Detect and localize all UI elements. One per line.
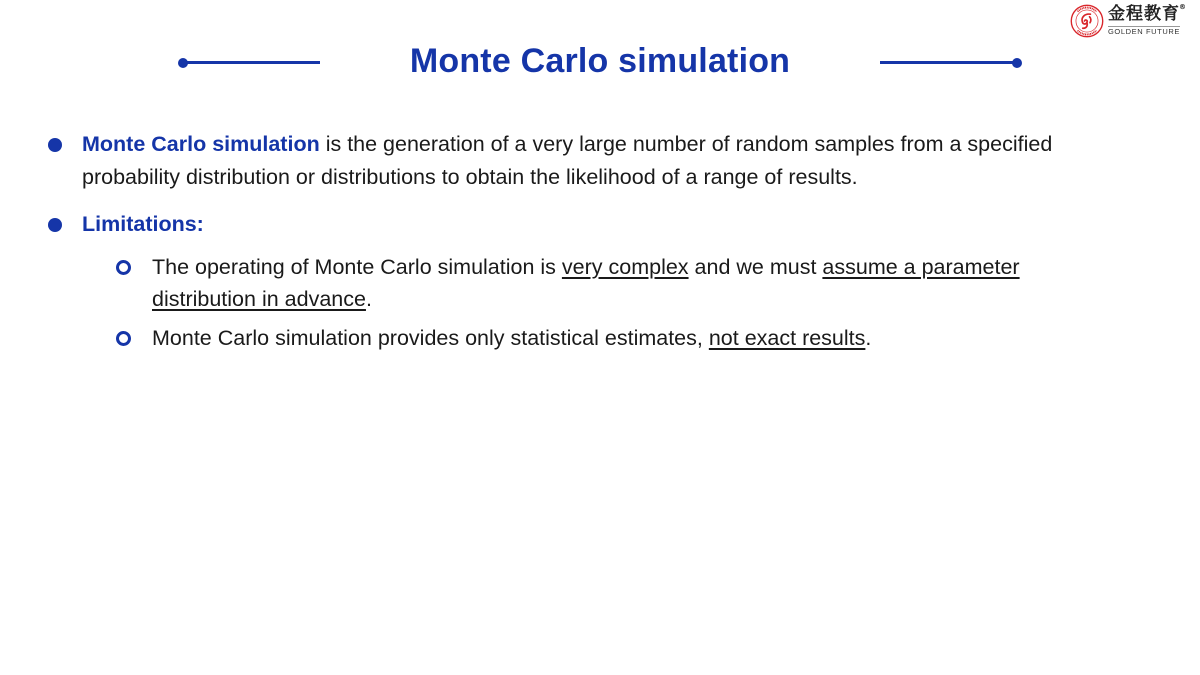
- sub-bullet-text: Monte Carlo simulation provides only statistical estimates,: [152, 326, 709, 350]
- sub-bullet-text: .: [865, 326, 872, 350]
- bullet-term: Monte Carlo simulation: [82, 132, 320, 156]
- sub-bullet-complexity: [0, 251, 1200, 315]
- bullet-definition: [0, 128, 1200, 194]
- bullet-dot-icon: [48, 218, 62, 232]
- logo-text: [1108, 3, 1187, 37]
- logo-chinese-name: 金程教育 ®: [1108, 3, 1187, 25]
- bullet-dot-icon: [48, 138, 62, 152]
- golden-future-seal-icon: [1070, 4, 1104, 38]
- underlined-text: not exact results: [708, 326, 866, 350]
- sub-bullet-estimates: [0, 322, 1200, 354]
- bullet-text: is the generation of a very large number of random samples from a specified probability distribution or distributions to obtain the likelihood of a range of results.: [82, 132, 1053, 189]
- hollow-circle-icon: [116, 331, 131, 346]
- hollow-circle-icon: [116, 260, 131, 275]
- bullet-term: Limitations:: [82, 212, 204, 236]
- title-row: [0, 40, 1200, 88]
- logo: [1070, 3, 1187, 38]
- bullet-limitations: [0, 208, 1200, 241]
- sub-bullet-text: .: [365, 287, 372, 311]
- underlined-text: very complex: [561, 255, 689, 279]
- title-decoration-right: [880, 61, 1020, 64]
- sub-bullet-text: and we must: [688, 255, 823, 279]
- page-title: Monte Carlo simulation: [409, 42, 791, 80]
- sub-bullet-text: The operating of Monte Carlo simulation is: [152, 255, 562, 279]
- underlined-text: assume a parameter distribution in advance: [152, 255, 1020, 311]
- title-dot-right: [1012, 58, 1022, 68]
- logo-english-name: GOLDEN FUTURE: [1108, 27, 1180, 37]
- slide-content: [0, 128, 1200, 361]
- registered-mark: ®: [1179, 3, 1187, 12]
